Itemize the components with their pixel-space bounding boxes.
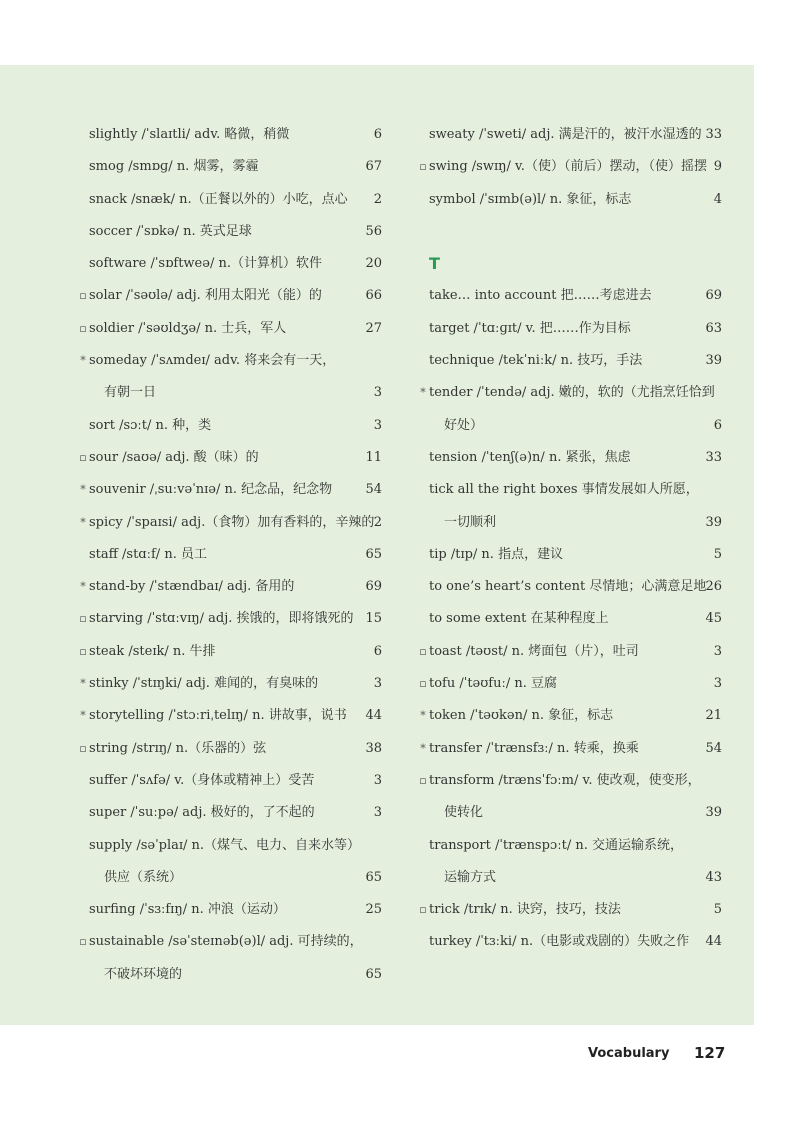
vocab-page-ref: 39 [705,353,722,369]
vocab-entry-text: turkey /ˈtɜːki/ n.（电影或戏剧的）失败之作 [429,934,690,950]
vocab-entry-text: tick all the right boxes 事情发展如人所愿， [429,482,699,498]
vocab-page-ref: 69 [705,288,722,304]
vocab-line [78,507,382,539]
vocab-line [78,571,382,603]
vocab-page-ref: 3 [373,676,382,692]
vocab-entry-text: to one’s heart’s content 尽情地；心满意足地 [429,579,707,595]
vocab-entry-text: 运输方式 [444,869,497,885]
vocab-entry-text: tension /ˈtenʃ(ə)n/ n. 紧张，焦虑 [429,449,631,465]
vocab-entry-text: slightly /ˈslaɪtli/ adv. 略微，稍微 [89,127,290,142]
vocab-line [418,345,722,377]
vocab-entry-text: sweaty /ˈsweti/ adj. 满是汗的，被汗水湿透的 [429,127,702,142]
vocab-line [78,894,382,926]
vocab-page-ref: 5 [713,546,722,562]
vocab-entry-text: tip /tɪp/ n. 指点，建议 [429,546,564,562]
vocab-line [418,830,722,862]
vocab-line [418,862,722,894]
vocab-page-ref: 69 [365,579,382,595]
vocab-page-ref: 25 [365,902,382,918]
vocab-line [78,733,382,765]
vocab-page-ref: 9 [713,159,722,175]
vocab-line [78,959,382,991]
vocab-line [418,603,722,635]
vocab-line [418,151,722,183]
vocab-entry-text: spicy /ˈspaɪsi/ adj.（食物）加有香料的，辛辣的 [89,514,375,530]
vocab-line [78,636,382,668]
vocab-entry-text: sort /sɔːt/ n. 种，类 [89,417,212,433]
star-marker-icon: * [80,709,86,723]
vocab-entry-text: transfer /ˈtrænsfɜː/ n. 转乘，换乘 [429,740,639,756]
vocab-line [78,184,382,216]
vocab-line [418,797,722,829]
vocab-page-ref: 21 [705,708,722,724]
vocab-page-ref: 3 [373,805,382,821]
vocab-entry-text: trick /trɪk/ n. 诀窍，技巧，技法 [429,902,621,918]
vocab-line [418,539,722,571]
vocab-entry-text: storytelling /ˈstɔːriˌtelɪŋ/ n. 讲故事，说书 [89,708,347,724]
vocab-line [78,765,382,797]
vocab-page-ref: 45 [705,611,722,627]
square-marker-icon: ▫ [419,773,427,787]
vocab-entry-text: token /ˈtəʊkən/ n. 象征，标志 [429,708,614,724]
vocab-entry-text: sustainable /səˈsteɪnəb(ə)l/ adj. 可持续的， [89,934,363,950]
vocab-page-ref: 2 [373,514,382,530]
star-marker-icon: * [80,354,86,368]
vocab-page-ref: 11 [365,449,382,465]
square-marker-icon: ▫ [79,321,87,335]
vocab-page-ref: 2 [373,191,382,207]
vocab-line [78,830,382,862]
square-marker-icon: ▫ [419,677,427,691]
vocab-entry-text: tender /ˈtendə/ adj. 嫩的，软的（尤指烹饪恰到 [429,385,715,401]
vocab-line [418,280,722,312]
vocab-line [418,410,722,442]
vocab-page-ref: 26 [705,579,722,595]
vocab-entry-text: 一切顺利 [444,514,497,530]
vocab-page-ref: 38 [365,740,382,756]
vocab-page-ref: 33 [705,127,722,142]
star-marker-icon: * [420,709,426,723]
square-marker-icon: ▫ [419,644,427,658]
vocab-entry-text: staff /stɑːf/ n. 员工 [89,546,207,562]
vocab-entry-text: target /ˈtɑːɡɪt/ v. 把……作为目标 [429,320,631,336]
vocab-line [78,862,382,894]
vocab-line [78,474,382,506]
vocab-line [78,119,382,151]
left-column [78,119,382,991]
right-column-top [418,119,722,216]
vocab-line [418,313,722,345]
vocab-entry-text: super /ˈsuːpə/ adj. 极好的，了不起的 [89,805,315,821]
vocab-page-ref: 20 [365,256,382,272]
vocab-page-ref: 65 [365,966,382,982]
vocab-line [418,894,722,926]
vocab-page-ref: 54 [705,740,722,756]
star-marker-icon: * [420,386,426,400]
vocab-entry-text: steak /steɪk/ n. 牛排 [89,643,216,659]
vocab-line [78,668,382,700]
vocab-entry-text: snack /snæk/ n.（正餐以外的）小吃，点心 [89,191,348,207]
vocab-entry-text: someday /ˈsʌmdeɪ/ adv. 将来会有一天， [89,353,336,369]
vocab-line [418,184,722,216]
vocab-line [418,668,722,700]
square-marker-icon: ▫ [79,450,87,464]
vocab-entry-text: surfing /ˈsɜːfɪŋ/ n. 冲浪（运动） [89,902,286,918]
vocab-page-ref: 54 [365,482,382,498]
vocab-entry-text: souvenir /ˌsuːvəˈnɪə/ n. 纪念品，纪念物 [89,482,333,498]
vocab-entry-text: technique /tekˈniːk/ n. 技巧，手法 [429,353,643,369]
vocab-entry-text: sour /saʊə/ adj. 酸（味）的 [89,449,259,465]
right-column-bottom [418,280,722,958]
right-column [418,119,722,959]
vocab-page-ref: 4 [713,191,722,207]
vocab-entry-text: 使转化 [444,805,484,821]
vocab-page-ref: 6 [373,127,382,142]
square-marker-icon: ▫ [79,289,87,303]
square-marker-icon: ▫ [419,160,427,174]
vocab-entry-text: transport /ˈtrænspɔːt/ n. 交通运输系统， [429,837,683,853]
vocab-line [78,797,382,829]
section-spacer [418,216,722,248]
vocab-entry-text: transform /trænsˈfɔːm/ v. 使改观，使变形， [429,772,701,788]
page-number: 127 [694,1044,726,1062]
vocab-page-ref: 44 [705,934,722,950]
vocab-page-ref: 5 [713,902,722,918]
vocab-line [78,442,382,474]
vocab-line [78,216,382,248]
vocab-entry-text: toast /təʊst/ n. 烤面包（片），吐司 [429,643,639,659]
vocab-page-ref: 43 [705,869,722,885]
vocab-line [418,636,722,668]
vocab-line [78,410,382,442]
vocab-line [418,507,722,539]
vocab-page-ref: 65 [365,869,382,885]
vocab-entry-text: swing /swɪŋ/ v.（使）（前后）摆动，（使）摇摆 [429,159,707,175]
vocab-line [78,280,382,312]
star-marker-icon: * [80,580,86,594]
vocab-page-ref: 67 [365,159,382,175]
vocab-entry-text: 有朝一日 [104,385,157,401]
vocab-page-ref: 3 [713,676,722,692]
vocab-entry-text: suffer /ˈsʌfə/ v.（身体或精神上）受苦 [89,772,315,788]
vocab-line [78,345,382,377]
vocab-entry-text: solar /ˈsəʊlə/ adj. 利用太阳光（能）的 [89,288,322,304]
footer-label: Vocabulary [588,1046,670,1061]
vocab-line [78,151,382,183]
star-marker-icon: * [80,677,86,691]
vocab-page-ref: 66 [365,288,382,304]
vocab-line [418,733,722,765]
vocab-page-ref: 39 [705,805,722,821]
vocab-entry-text: to some extent 在某种程度上 [429,611,609,627]
square-marker-icon: ▫ [79,935,87,949]
star-marker-icon: * [420,741,426,755]
vocab-page-ref: 65 [365,546,382,562]
square-marker-icon: ▫ [79,612,87,626]
vocab-page-ref: 56 [365,223,382,239]
vocab-page-ref: 3 [373,417,382,433]
vocab-entry-text: software /ˈsɒftweə/ n.（计算机）软件 [89,256,322,272]
vocab-line [418,700,722,732]
vocab-line [418,571,722,603]
square-marker-icon: ▫ [419,903,427,917]
vocab-line [418,765,722,797]
vocab-entry-text: stinky /ˈstɪŋki/ adj. 难闻的，有臭味的 [89,676,319,692]
vocab-line [78,700,382,732]
vocab-entry-text: 好处） [444,417,484,433]
vocab-page-ref: 39 [705,514,722,530]
vocab-page-ref: 3 [373,385,382,401]
vocab-line [418,474,722,506]
vocab-page-ref: 63 [705,320,722,336]
vocab-entry-text: symbol /ˈsɪmb(ə)l/ n. 象征，标志 [429,191,632,207]
star-marker-icon: * [80,483,86,497]
vocab-line [78,313,382,345]
vocab-line [78,539,382,571]
vocab-page-ref: 15 [365,611,382,627]
vocab-line [78,377,382,409]
vocab-line [418,442,722,474]
vocab-page-ref: 27 [365,320,382,336]
vocab-entry-text: take… into account 把……考虑进去 [429,288,652,304]
vocab-line [418,926,722,958]
vocab-line [78,248,382,280]
vocab-line [78,603,382,635]
vocab-entry-text: tofu /ˈtəʊfuː/ n. 豆腐 [429,676,558,692]
vocab-entry-text: 供应（系统） [104,869,183,885]
vocab-entry-text: stand-by /ˈstændbaɪ/ adj. 备用的 [89,579,295,595]
square-marker-icon: ▫ [79,741,87,755]
vocab-entry-text: 不破坏环境的 [104,966,183,982]
vocab-page-ref: 6 [713,417,722,433]
section-letter: T [429,254,440,274]
square-marker-icon: ▫ [79,644,87,658]
vocab-entry-text: string /strɪŋ/ n.（乐器的）弦 [89,740,267,756]
vocab-entry-text: starving /ˈstɑːvɪŋ/ adj. 挨饿的，即将饿死的 [89,611,354,627]
vocab-page-ref: 44 [365,708,382,724]
vocab-entry-text: soccer /ˈsɒkə/ n. 英式足球 [89,223,252,239]
vocab-line [418,119,722,151]
vocab-entry-text: supply /səˈplaɪ/ n.（煤气、电力、自来水等） [89,837,361,853]
vocab-page-ref: 6 [373,643,382,659]
vocab-line [78,926,382,958]
vocab-entry-text: smog /smɒɡ/ n. 烟雾，雾霾 [89,159,259,175]
vocab-page-ref: 33 [705,449,722,465]
vocab-line [418,377,722,409]
star-marker-icon: * [80,515,86,529]
vocab-entry-text: soldier /ˈsəʊldʒə/ n. 士兵，军人 [89,320,287,336]
vocab-page-ref: 3 [713,643,722,659]
vocab-page-ref: 3 [373,772,382,788]
